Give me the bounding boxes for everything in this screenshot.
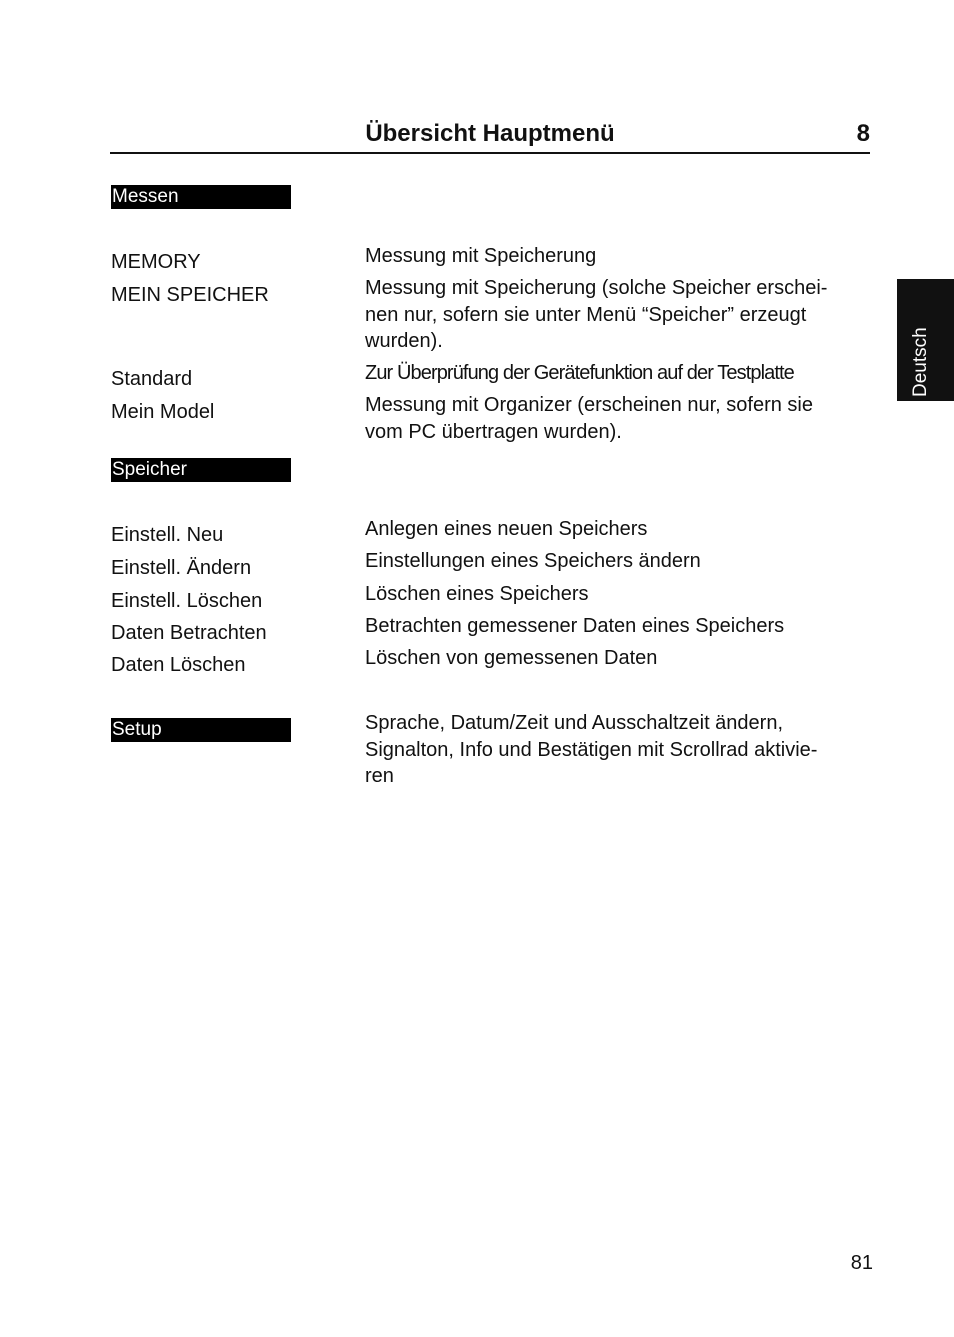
chapter-number: 8 [856, 120, 870, 147]
menu-item-standard: Standard [111, 368, 193, 390]
page-title: Übersicht Hauptmenü [365, 120, 615, 147]
menu-item-daten-betrachten: Daten Betrachten [111, 622, 267, 644]
setup-desc: Sprache, Datum/Zeit und Ausschaltzeit ändern, Signalton, Info und Bestätigen mit Scrollrad aktivie- ren [365, 712, 818, 787]
menu-item-desc: Messung mit Speicherung (solche Speicher erschei- nen nur, sofern sie unter Menü “Speicher” erzeugt wurden). [365, 277, 828, 352]
menu-item-mein-speicher: MEIN SPEICHER [111, 284, 269, 306]
menu-item-desc: Anlegen eines neuen Speichers [365, 518, 648, 540]
menu-item-desc: Löschen eines Speichers [365, 583, 589, 605]
menu-item-desc: Betrachten gemessener Daten eines Speichers [365, 615, 785, 637]
menu-item-desc: Messung mit Speicherung [365, 245, 597, 267]
language-tab-label: Deutsch [910, 327, 931, 397]
menu-item-einstell-neu: Einstell. Neu [111, 524, 224, 546]
menu-item-desc: Zur Überprüfung der Gerätefunktion auf der Testplatte [365, 362, 794, 384]
menu-item-desc: Einstellungen eines Speichers ändern [365, 550, 701, 572]
section-heading-speicher: Speicher [111, 458, 291, 482]
section-heading-messen: Messen [111, 185, 291, 209]
menu-item-memory: MEMORY [111, 251, 201, 273]
menu-item-einstell-aendern: Einstell. Ändern [111, 557, 252, 579]
page-number: 81 [850, 1252, 873, 1274]
menu-item-desc: Messung mit Organizer (erscheinen nur, sofern sie vom PC übertragen wurden). [365, 394, 813, 443]
menu-item-desc: Löschen von gemessenen Daten [365, 647, 658, 669]
menu-item-daten-loeschen: Daten Löschen [111, 654, 246, 676]
section-heading-setup: Setup [111, 718, 291, 742]
menu-item-mein-model: Mein Model [111, 401, 215, 423]
page-header [110, 118, 870, 154]
menu-item-einstell-loeschen: Einstell. Löschen [111, 590, 263, 612]
